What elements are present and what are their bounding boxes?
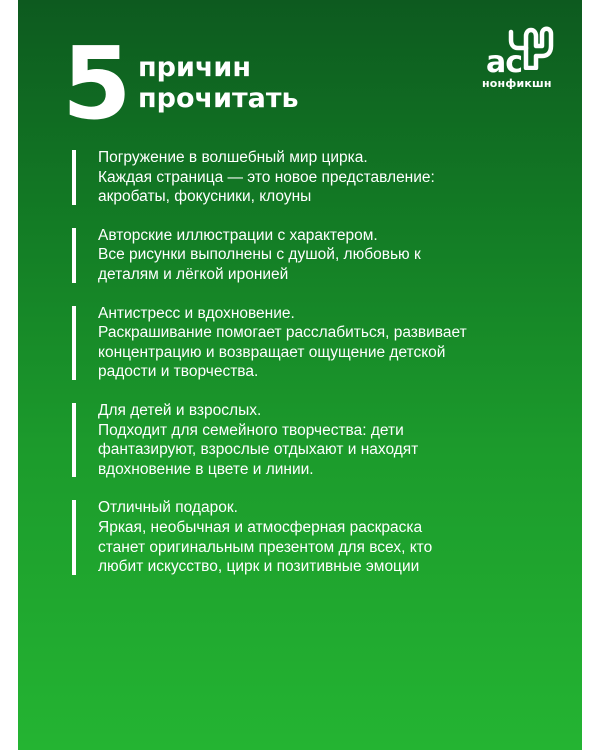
- reason-title: Для детей и взрослых.: [98, 401, 262, 419]
- reason-title: Погружение в волшебный мир цирка.: [98, 149, 368, 166]
- headline: [138, 52, 299, 114]
- promo-card: [18, 0, 582, 750]
- reasons-list: [72, 148, 562, 596]
- reason-item: [72, 401, 562, 479]
- reason-text: любит искусство, цирк и позитивные эмоции: [98, 558, 420, 576]
- reason-item: [72, 304, 562, 382]
- reason-text: концентрацию и возвращает ощущение детской: [98, 343, 446, 361]
- reason-text: Все рисунки выполнены с душой, любовью к: [98, 246, 421, 264]
- reason-text: Подходит для семейного творчества: дети: [98, 421, 404, 439]
- reason-item: [72, 226, 562, 285]
- reason-title: Отличный подарок.: [98, 499, 238, 517]
- reason-bar: [72, 228, 76, 283]
- reason-text: акробаты, фокусники, клоуны: [98, 188, 312, 206]
- big-number: 5: [62, 25, 130, 142]
- reason-bar: [72, 500, 76, 574]
- reason-text: деталям и лёгкой иронией: [98, 265, 289, 283]
- reason-bar: [72, 306, 76, 380]
- headline-line-1: причин: [138, 52, 252, 83]
- reason-title: Авторские иллюстрации с характером.: [98, 226, 378, 244]
- reason-item: [72, 498, 562, 576]
- logo-letters: ac: [486, 45, 523, 80]
- reason-text: Яркая, необычная и атмосферная раскраска: [98, 518, 423, 536]
- publisher-logo: [466, 18, 566, 98]
- headline-line-2: прочитать: [138, 83, 299, 114]
- reason-item: [72, 148, 562, 207]
- logo-word: нонфикшн: [482, 77, 552, 90]
- reason-text: Каждая страница — это новое представление:: [98, 168, 435, 186]
- reason-bar: [72, 150, 76, 205]
- reason-title: Антистресс и вдохновение.: [98, 304, 295, 322]
- reason-bar: [72, 403, 76, 477]
- reason-text: вдохновение в цвете и линии.: [98, 460, 314, 478]
- reason-text: радости и творчества.: [98, 363, 259, 381]
- reason-text: станет оригинальным презентом для всех, кто: [98, 538, 433, 556]
- reason-text: фантазируют, взрослые отдыхают и находят: [98, 441, 419, 459]
- reason-text: Раскрашивание помогает расслабиться, развивает: [98, 324, 467, 342]
